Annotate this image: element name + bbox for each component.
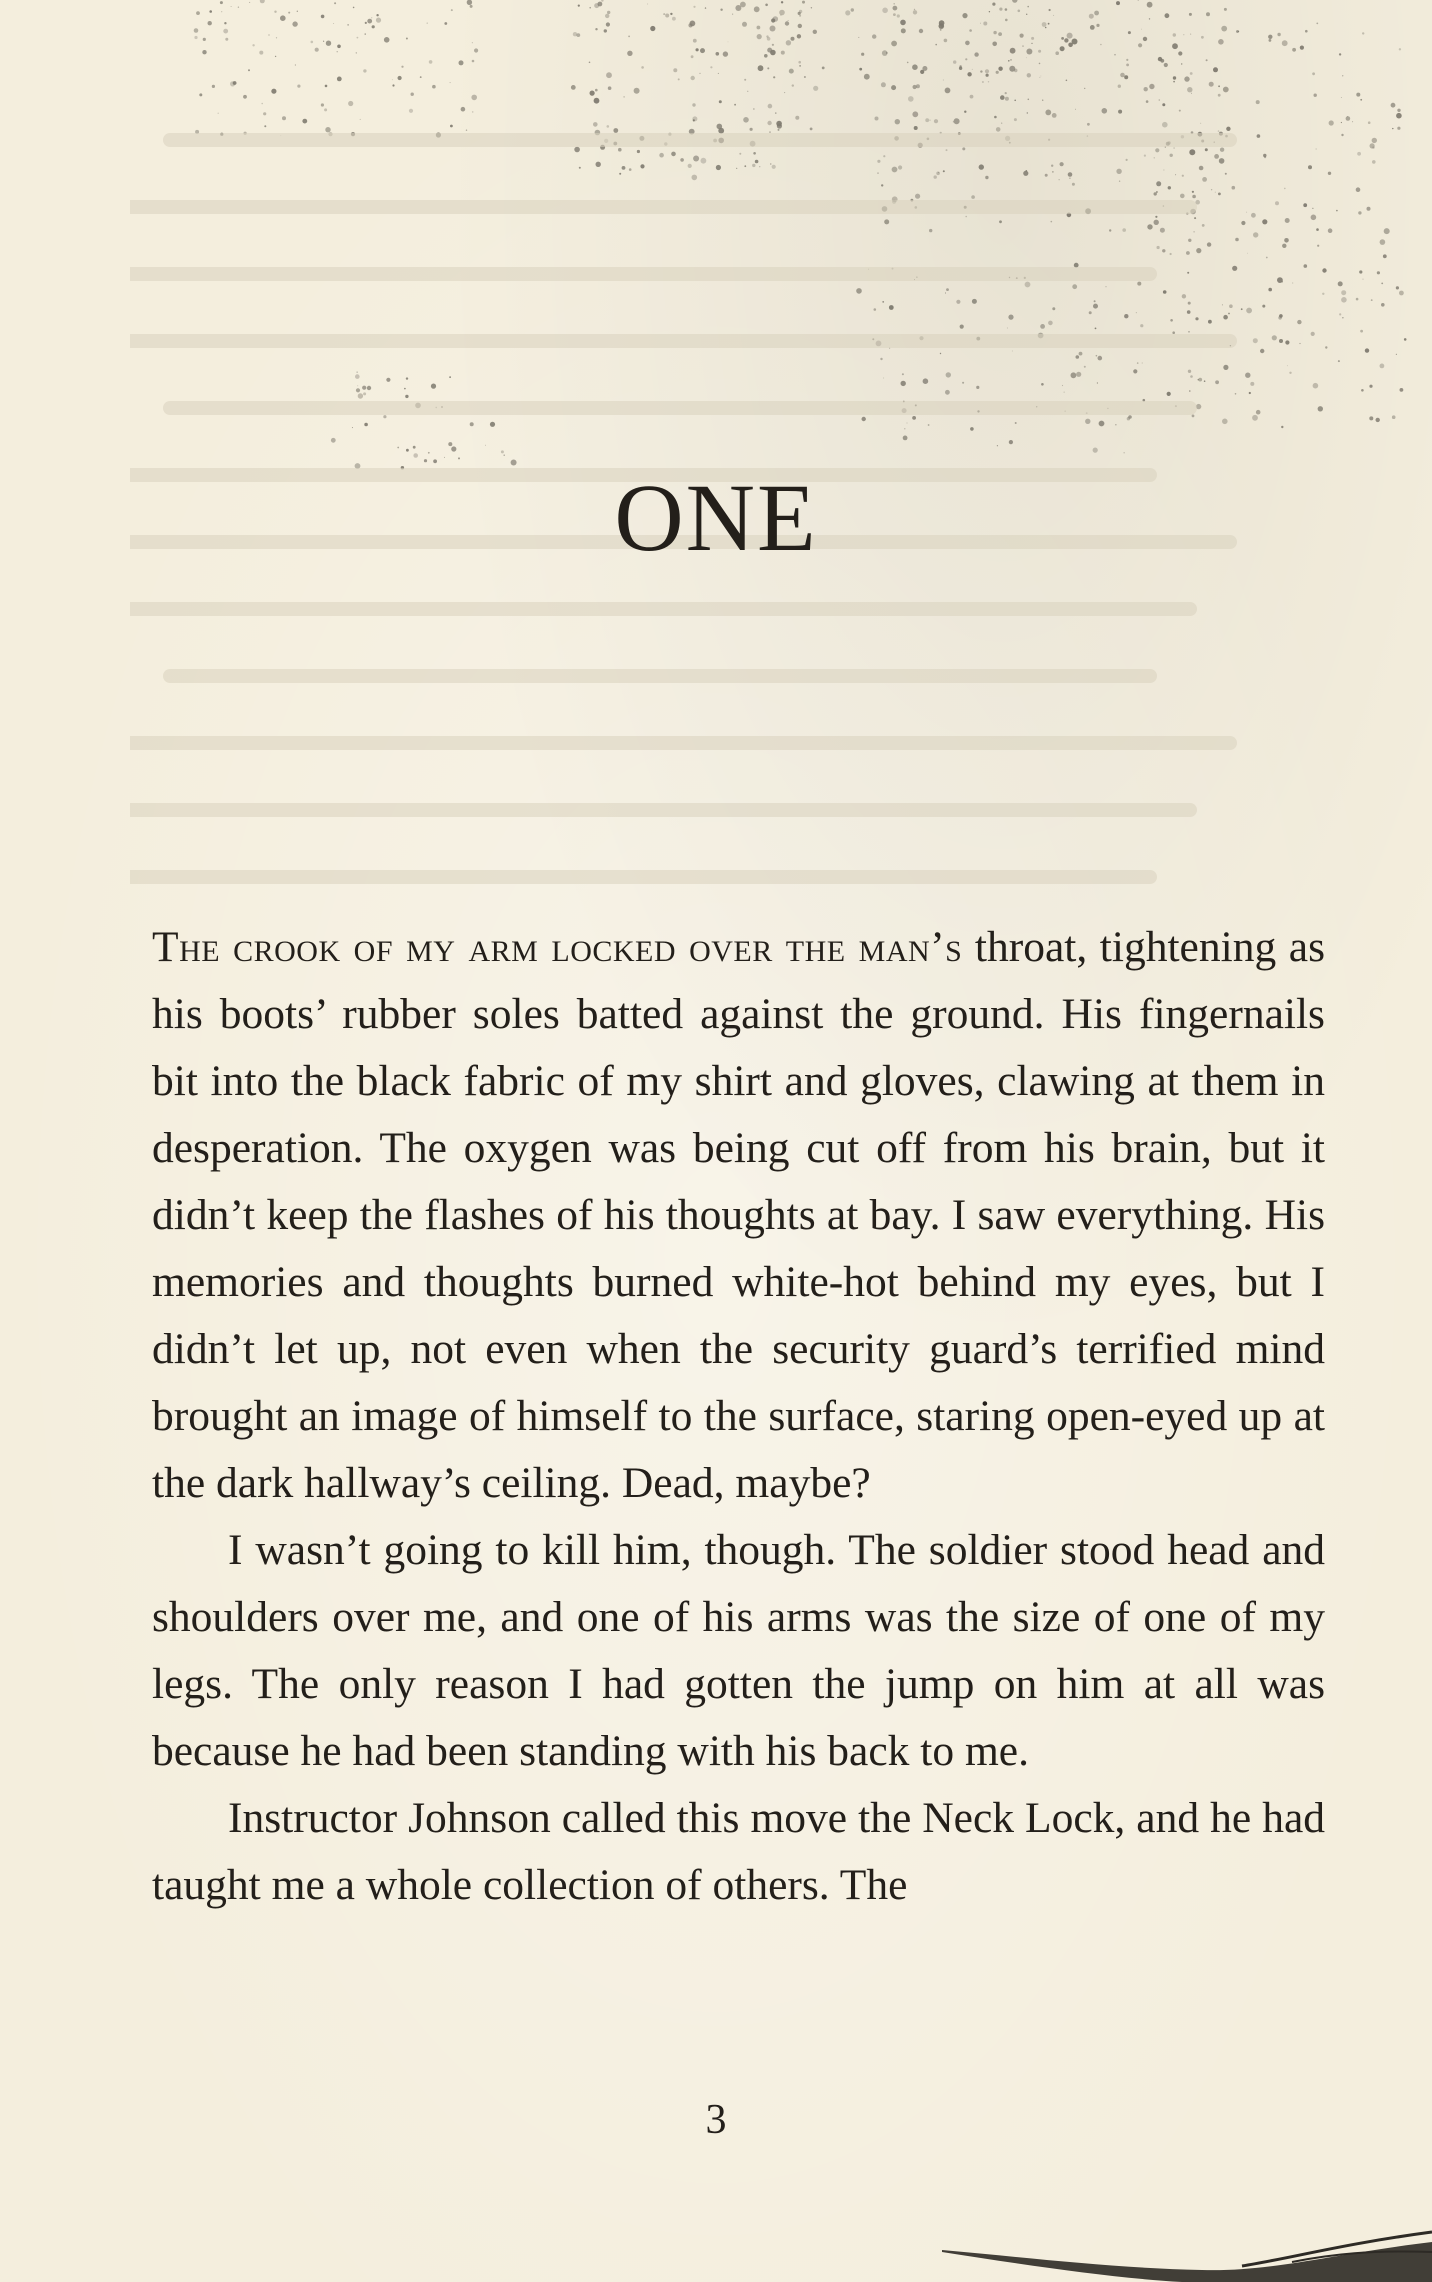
chapter-body xyxy=(152,914,1325,1919)
corner-ink-decoration xyxy=(912,2192,1432,2282)
paragraph-1-text: throat, tightening as his boots’ rubber soles batted against the ground. His fingernails bit into the black fabric of my shirt and gloves, clawing at them in desperation. The oxygen was being cut off from his brain, but it didn’t keep the flashes of his thoughts at bay. I saw everything. His memories and thoughts burned white-hot behind my eyes, but I didn’t let up, not even when the security guard’s terrified mind brought an image of himself to the surface, staring open-eyed up at the dark hallway’s ceiling. Dead, maybe? xyxy=(152,923,1325,1507)
paragraph-3: Instructor Johnson called this move the Neck Lock, and he had taught me a whole collection of others. The xyxy=(152,1794,1325,1909)
paragraph-1 xyxy=(152,914,1325,1517)
page-number: 3 xyxy=(705,2097,727,2143)
paragraph-2: I wasn’t going to kill him, though. The soldier stood head and shoulders over me, and one of his arms was the size of one of my legs. The only reason I had gotten the jump on him at all was because he had been standing with his back to me. xyxy=(152,1526,1325,1775)
chapter-title: ONE xyxy=(614,464,818,571)
lead-in-small-caps: The crook of my arm locked over the man’s xyxy=(152,923,963,971)
